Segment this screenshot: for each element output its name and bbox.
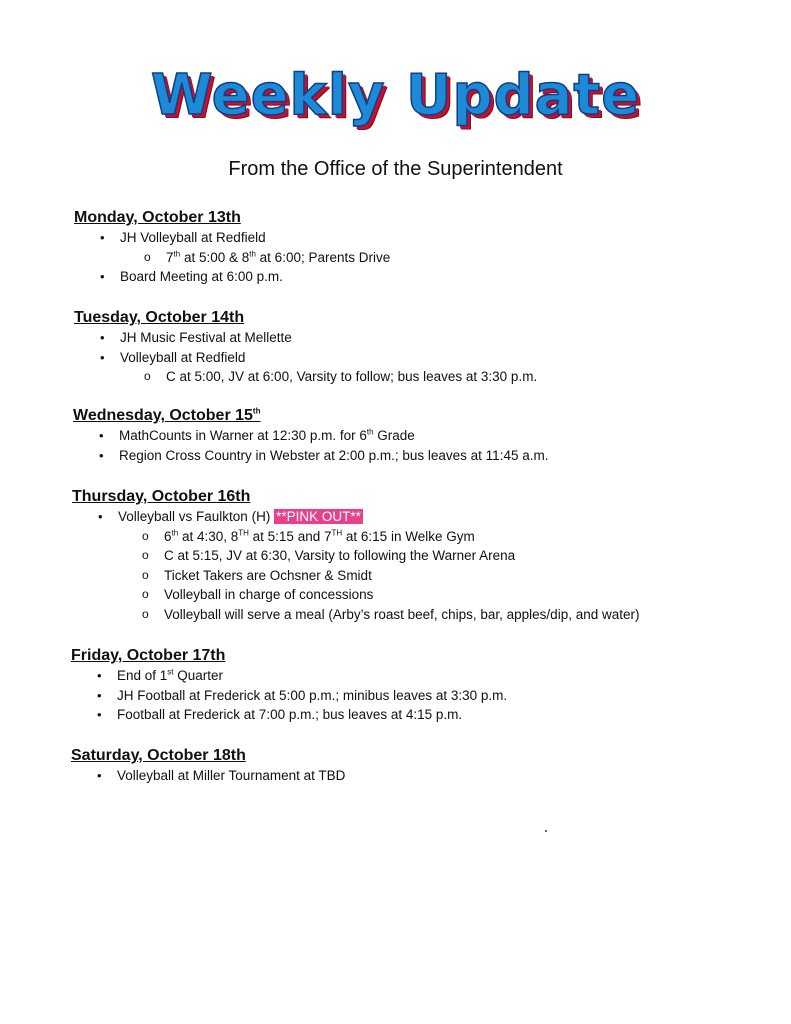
day-saturday bbox=[71, 746, 345, 786]
day-heading: Wednesday, October 15th bbox=[73, 406, 261, 424]
banner-title: Weekly Update bbox=[150, 63, 641, 128]
list-item: • Football at Frederick at 7:00 p.m.; bus leaves at 4:15 p.m. bbox=[71, 705, 507, 725]
list-item: • Volleyball at Miller Tournament at TBD bbox=[71, 766, 345, 786]
list-item: • Volleyball at Redfield bbox=[74, 348, 537, 368]
item-list bbox=[71, 666, 507, 725]
sub-item: o Ticket Takers are Ochsner & Smidt bbox=[72, 566, 640, 586]
list-item: • JH Football at Frederick at 5:00 p.m.; minibus leaves at 3:30 p.m. bbox=[71, 686, 507, 706]
pink-out-highlight: **PINK OUT** bbox=[276, 509, 361, 524]
list-item: • JH Volleyball at Redfield bbox=[74, 228, 390, 248]
day-heading: Monday, October 13th bbox=[74, 209, 241, 226]
list-item: • MathCounts in Warner at 12:30 p.m. for 6th Grade bbox=[73, 426, 548, 446]
list-item: • Board Meeting at 6:00 p.m. bbox=[74, 267, 390, 287]
day-heading: Thursday, October 16th bbox=[72, 488, 251, 505]
day-heading: Tuesday, October 14th bbox=[74, 309, 245, 326]
day-wednesday bbox=[73, 406, 548, 465]
list-item: • JH Music Festival at Mellette bbox=[74, 328, 537, 348]
item-list bbox=[72, 507, 640, 624]
item-list bbox=[71, 766, 345, 786]
list-item: • Region Cross Country in Webster at 2:00 p.m.; bus leaves at 11:45 a.m. bbox=[73, 446, 548, 466]
day-friday bbox=[71, 646, 507, 725]
day-heading: Friday, October 17th bbox=[71, 647, 226, 664]
day-thursday bbox=[72, 487, 640, 624]
item-list bbox=[73, 426, 548, 465]
sub-item: o Volleyball will serve a meal (Arby’s roast beef, chips, bar, apples/dip, and water) bbox=[72, 605, 640, 625]
item-list bbox=[74, 328, 537, 387]
sub-item: o C at 5:00, JV at 6:00, Varsity to follow; bus leaves at 3:30 p.m. bbox=[74, 367, 537, 387]
day-heading: Saturday, October 18th bbox=[71, 747, 246, 764]
scan-speck bbox=[545, 830, 547, 832]
subtitle: From the Office of the Superintendent bbox=[228, 158, 563, 180]
day-tuesday bbox=[74, 308, 537, 387]
list-item: • End of 1st Quarter bbox=[71, 666, 507, 686]
list-item: • Volleyball vs Faulkton (H) **PINK OUT** bbox=[72, 507, 640, 527]
item-list bbox=[74, 228, 390, 287]
sub-item: o C at 5:15, JV at 6:30, Varsity to following the Warner Arena bbox=[72, 546, 640, 566]
sub-item: o Volleyball in charge of concessions bbox=[72, 585, 640, 605]
sub-item: o 6th at 4:30, 8TH at 5:15 and 7TH at 6:15 in Welke Gym bbox=[72, 527, 640, 547]
day-monday bbox=[74, 208, 390, 287]
sub-item: o 7th at 5:00 & 8th at 6:00; Parents Drive bbox=[74, 248, 390, 268]
